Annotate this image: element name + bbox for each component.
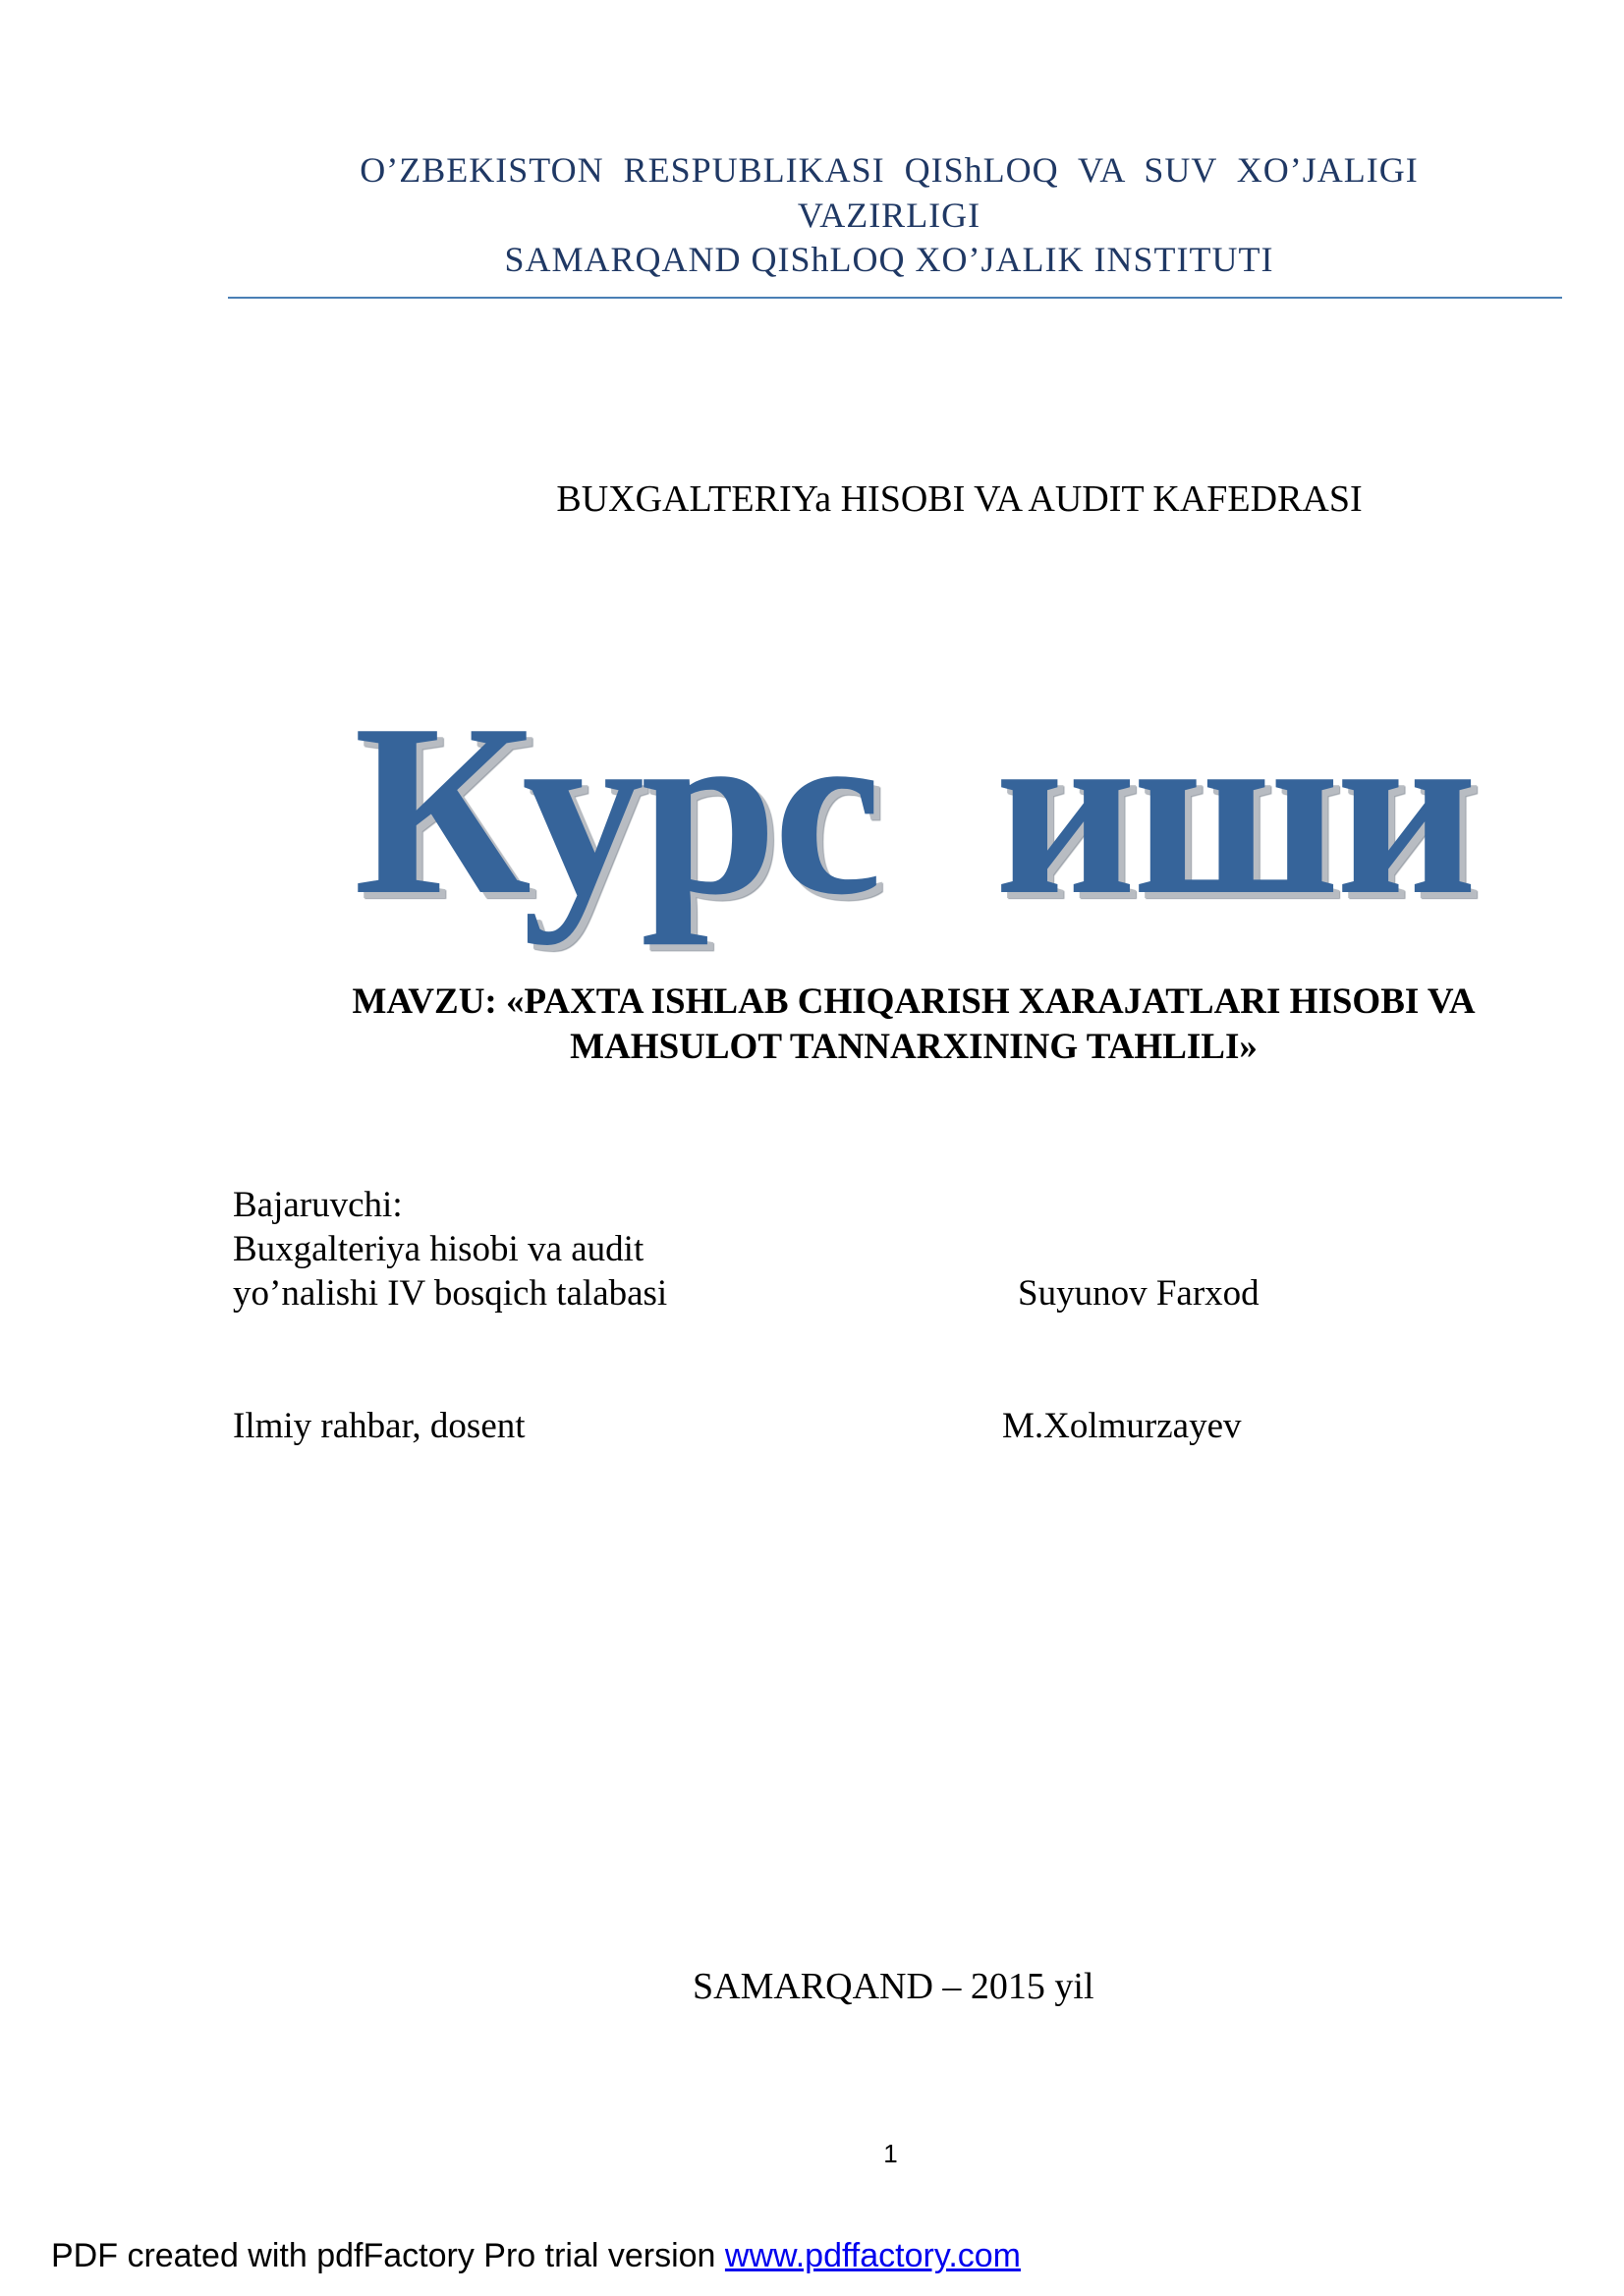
supervisor-label: Ilmiy rahbar, dosent — [233, 1406, 526, 1446]
pdf-footer — [51, 2237, 1021, 2275]
department-name: BUXGALTERIYa HISOBI VA AUDIT KAFEDRASI — [556, 478, 1363, 520]
footer-text: PDF created with pdfFactory Pro trial version — [51, 2237, 725, 2274]
topic-line1: MAVZU: «PAXTA ISHLAB CHIQARISH XARAJATLARI HISOBI VA — [352, 981, 1476, 1022]
header-institute: SAMARQAND QIShLOQ XO’JALIK INSTITUTI — [504, 240, 1274, 279]
header-divider — [228, 297, 1562, 299]
city-year: SAMARQAND – 2015 yil — [693, 1966, 1094, 2007]
header-ministry-line2: VAZIRLIGI — [797, 196, 981, 235]
performer-label: Bajaruvchi: — [233, 1185, 403, 1225]
student-name: Suyunov Farxod — [1018, 1273, 1260, 1314]
performer-level: yo’nalishi IV bosqich talabasi — [233, 1273, 668, 1314]
pdffactory-link[interactable]: www.pdffactory.com — [724, 2237, 1021, 2274]
header-ministry-line1: O’ZBEKISTON RESPUBLIKASI QIShLOQ VA SUV XO’JALIGI — [360, 150, 1419, 190]
performer-program: Buxgalteriya hisobi va audit — [233, 1229, 644, 1269]
document-title: Курс иши — [354, 674, 1474, 946]
page-number: 1 — [883, 2139, 898, 2168]
supervisor-name: M.Xolmurzayev — [1002, 1406, 1242, 1446]
topic-line2: MAHSULOT TANNARXINING TAHLILI» — [570, 1027, 1258, 1067]
